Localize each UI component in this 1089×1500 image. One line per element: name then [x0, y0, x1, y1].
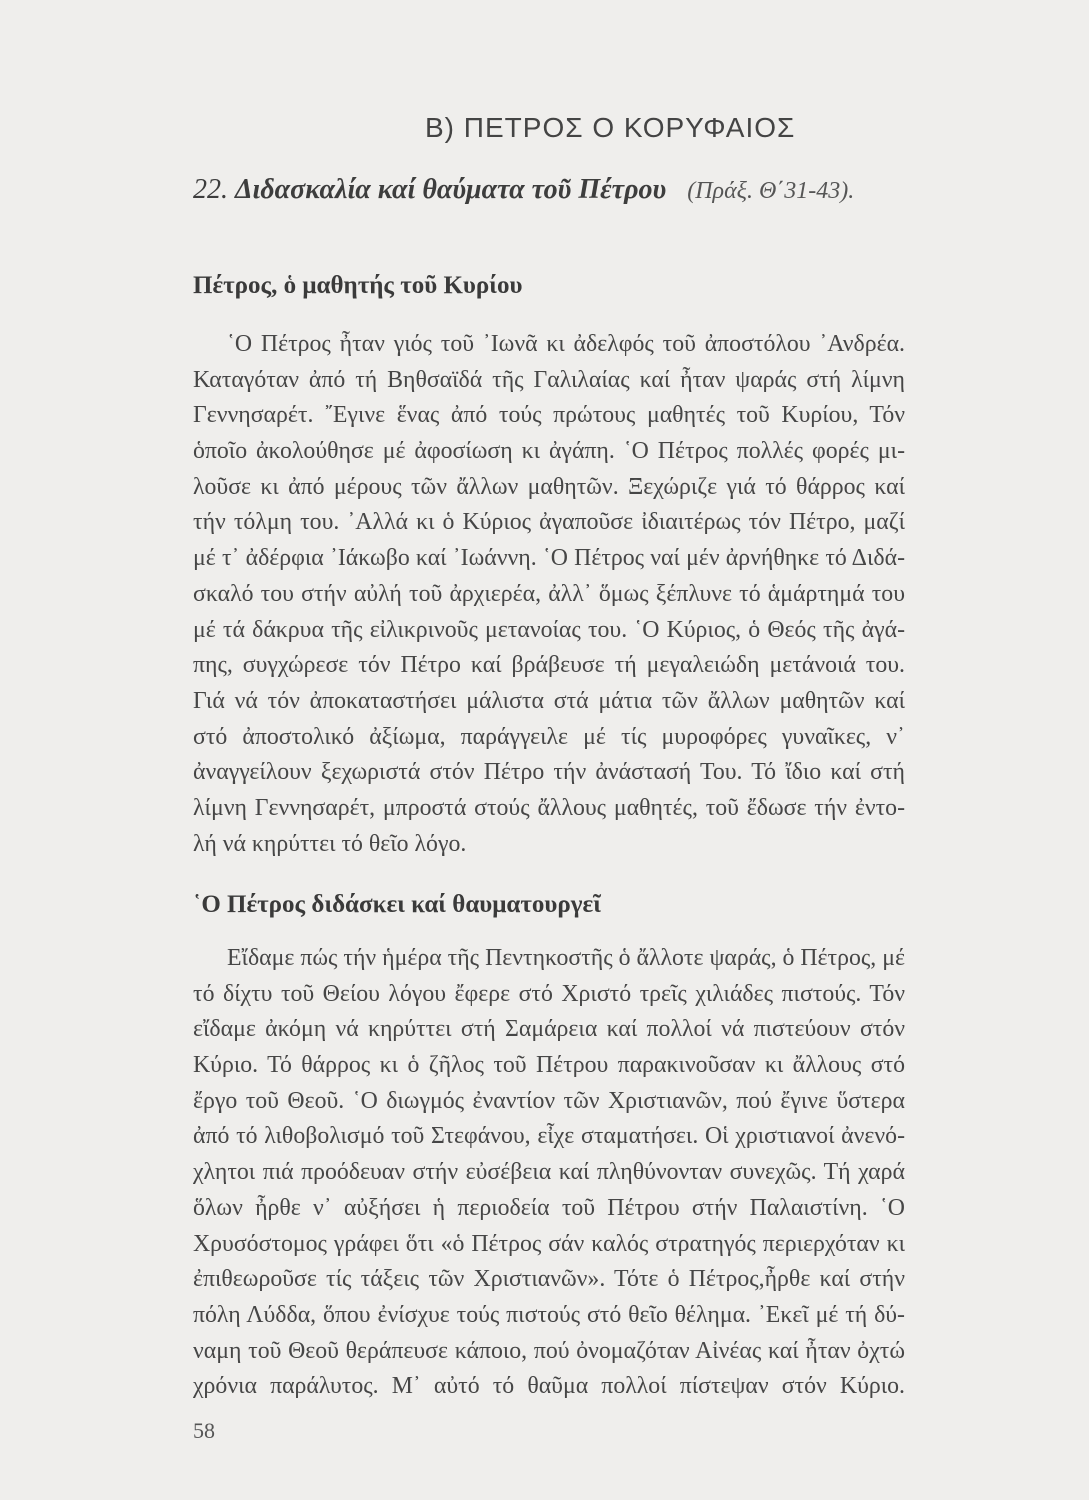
text-line: ναμη τοῦ Θεοῦ θεράπευσε κάποιο, πού ὀνομαζόταν Αἰνέας καί ἦταν ὀχτώ: [193, 1337, 905, 1364]
text-line: ἔργο τοῦ Θεοῦ. ῾Ο διωγμός ἐναντίον τῶν Χριστιανῶν, πού ἔγινε ὕστερα: [193, 1087, 905, 1114]
text-line: Χρυσόστομος γράφει ὅτι «ὁ Πέτρος σάν καλός στρατηγός περιερχόταν κι: [193, 1230, 905, 1257]
section-paragraph: [193, 941, 905, 1405]
text-line: στό ἀποστολικό ἀξίωμα, παράγγειλε μέ τίς μυροφόρες γυναῖκες, ν᾿: [193, 723, 905, 750]
text-line: τό δίχτυ τοῦ Θείου λόγου ἔφερε στό Χριστό τρεῖς χιλιάδες πιστούς. Τόν: [193, 980, 905, 1007]
lesson-title-text: Διδασκαλία καί θαύματα τοῦ Πέτρου: [235, 174, 667, 205]
text-line: εἴδαμε ἀκόμη νά κηρύττει στή Σαμάρεια καί πολλοί νά πιστεύουν στόν: [193, 1016, 905, 1043]
text-line: ὁποῖο ἀκολούθησε μέ ἀφοσίωση κι ἀγάπη. ῾Ο Πέτρος πολλές φορές μι-: [193, 438, 905, 465]
text-line: χλητοι πιά προόδευαν στήν εὐσέβεια καί πληθύνονταν συνεχῶς. Τή χαρά: [193, 1159, 905, 1186]
text-line: Εἴδαμε πώς τήν ἡμέρα τῆς Πεντηκοστῆς ὁ ἄλλοτε ψαράς, ὁ Πέτρος, μέ: [227, 945, 905, 971]
section-heading: ῾Ο Πέτρος διδάσκει καί θαυματουργεῖ: [193, 891, 601, 918]
section-paragraph: [193, 327, 905, 862]
text-line: ἀπό τό λιθοβολισμό τοῦ Στεφάνου, εἶχε σταματήσει. Οἱ χριστιανοί ἀνενό-: [193, 1123, 905, 1150]
text-line: πόλη Λύδδα, ὅπου ἐνίσχυε τούς πιστούς στό θεῖο θέλημα. ᾿Εκεῖ μέ τή δύ-: [193, 1301, 905, 1328]
text-line: λίμνη Γεννησαρέτ, μπροστά στούς ἄλλους μαθητές, τοῦ ἔδωσε τήν ἐντο-: [193, 794, 905, 821]
text-line: λή νά κηρύττει τό θεῖο λόγο.: [193, 830, 467, 857]
text-line: ὅλων ἦρθε ν᾿ αὐξήσει ἡ περιοδεία τοῦ Πέτρου στήν Παλαιστίνη. ῾Ο: [193, 1194, 905, 1221]
text-line: Καταγόταν ἀπό τή Βηθσαϊδά τῆς Γαλιλαίας καί ἦταν ψαράς στή λίμνη: [193, 366, 905, 393]
text-line: σκαλό του στήν αὐλή τοῦ ἀρχιερέα, ἀλλ᾿ ὅμως ξέπλυνε τό ἁμάρτημά του: [193, 580, 905, 607]
text-line: μέ τά δάκρυα τῆς εἰλικρινοῦς μετανοίας του. ῾Ο Κύριος, ὁ Θεός τῆς ἀγά-: [193, 616, 905, 643]
section-heading: Πέτρος, ὁ μαθητής τοῦ Κυρίου: [193, 272, 523, 299]
text-line: ῾Ο Πέτρος ἦταν γιός τοῦ ᾿Ιωνᾶ κι ἀδελφός τοῦ ἀποστόλου ᾿Ανδρέα.: [227, 331, 905, 357]
text-line: λοῦσε κι ἀπό μέρους τῶν ἄλλων μαθητῶν. Ξεχώριζε γιά τό θάρρος καί: [193, 473, 905, 500]
text-line: Γεννησαρέτ. ῎Εγινε ἕνας ἀπό τούς πρώτους μαθητές τοῦ Κυρίου, Τόν: [193, 402, 905, 429]
page-number: 58: [193, 1418, 215, 1443]
text-line: τήν τόλμη του. ᾿Αλλά κι ὁ Κύριος ἀγαποῦσε ἰδιαιτέρως τόν Πέτρο, μαζί: [193, 509, 905, 536]
text-line: χρόνια παράλυτος. Μ᾿ αὐτό τό θαῦμα πολλοί πίστεψαν στόν Κύριο.: [193, 1373, 905, 1400]
text-line: ἀναγγείλουν ξεχωριστά στόν Πέτρο τήν ἀνάστασή Του. Τό ἴδιο καί στή: [193, 759, 905, 786]
lesson-reference: (Πράξ. Θ΄31-43).: [687, 178, 855, 204]
lesson-number: 22.: [193, 174, 228, 205]
text-line: μέ τ᾿ ἀδέρφια ᾿Ιάκωβο καί ᾿Ιωάννη. ῾Ο Πέτρος ναί μέν ἀρνήθηκε τό Διδά-: [193, 545, 905, 572]
lesson-title: [193, 174, 854, 206]
part-title: B) ΠΕΤΡΟΣ Ο ΚΟΡΥΦΑΙΟΣ: [425, 112, 796, 143]
text-line: πης, συγχώρεσε τόν Πέτρο καί βράβευσε τή μεγαλειώδη μετάνοιά του.: [193, 652, 905, 679]
text-line: Κύριο. Τό θάρρος κι ὁ ζῆλος τοῦ Πέτρου παρακινοῦσαν κι ἄλλους στό: [193, 1052, 905, 1079]
text-line: Γιά νά τόν ἀποκαταστήσει μάλιστα στά μάτια τῶν ἄλλων μαθητῶν καί: [193, 687, 905, 714]
text-line: ἐπιθεωροῦσε τίς τάξεις τῶν Χριστιανῶν». Τότε ὁ Πέτρος,ἦρθε καί στήν: [193, 1266, 905, 1293]
